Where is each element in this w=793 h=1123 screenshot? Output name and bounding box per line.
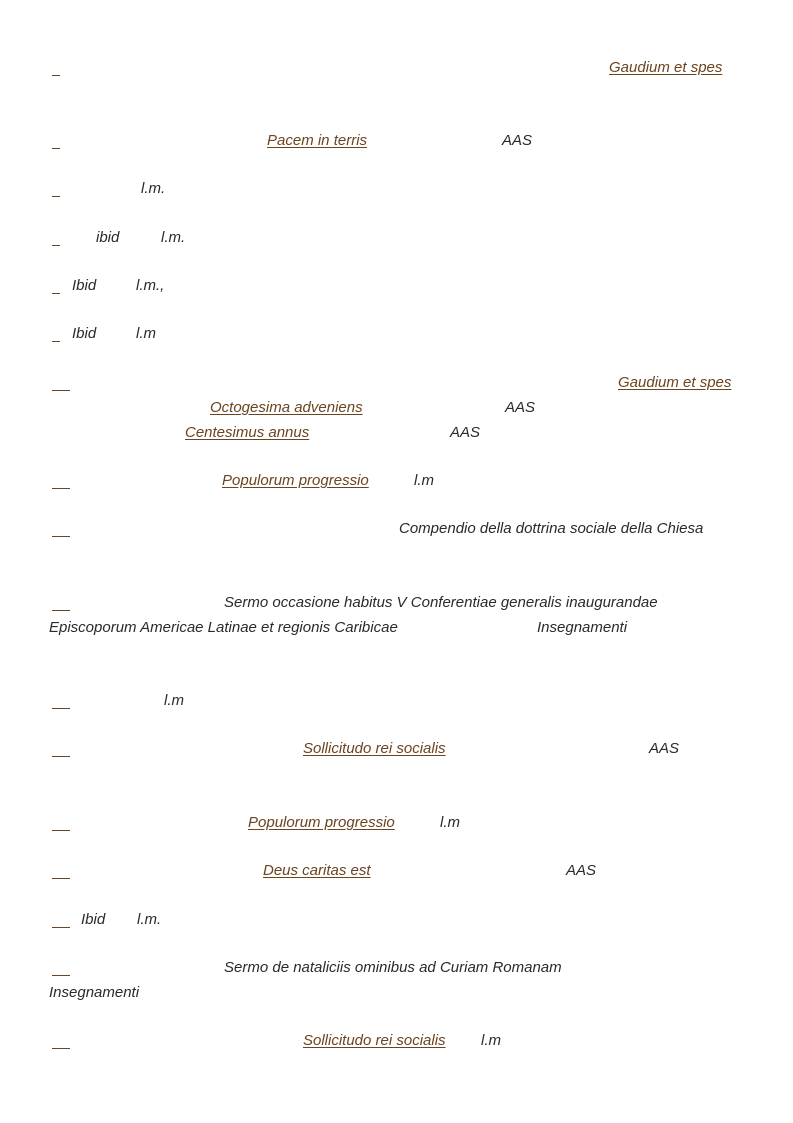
footnote-link[interactable]: Deus caritas est	[263, 862, 371, 879]
footnote-marker[interactable]	[52, 830, 70, 831]
footnote-marker[interactable]	[52, 390, 70, 391]
footnote-marker[interactable]	[52, 1048, 70, 1049]
footnote-ref: ibid	[96, 229, 120, 246]
footnote-title: Episcoporum Americae Latinae et regionis Caribicae	[49, 619, 398, 636]
footnote-marker[interactable]	[52, 536, 70, 537]
footnote-marker[interactable]	[52, 488, 70, 489]
footnote-marker[interactable]	[52, 75, 60, 76]
footnote-marker[interactable]	[52, 610, 70, 611]
footnote-link[interactable]: Populorum progressio	[222, 472, 369, 489]
footnote-title: Sermo de nataliciis ominibus ad Curiam Romanam	[224, 959, 562, 976]
footnote-ref: l.m	[440, 814, 460, 831]
footnote-marker[interactable]	[52, 196, 60, 197]
footnote-link[interactable]: Centesimus annus	[185, 424, 310, 441]
footnote-ref: l.m	[481, 1032, 501, 1049]
footnote-ref: l.m	[164, 692, 184, 709]
footnote-ref: Ibid	[72, 325, 97, 342]
footnote-title: Compendio della dottrina sociale della Chiesa	[399, 520, 704, 537]
footnote-ref: AAS	[505, 399, 536, 416]
footnote-ref: Ibid	[72, 277, 97, 294]
footnote-link[interactable]: Gaudium et spes	[609, 59, 723, 76]
footnote-marker[interactable]	[52, 341, 60, 342]
footnote-title: Sermo occasione habitus V Conferentiae generalis inaugurandae	[224, 594, 658, 611]
footnote-ref: Insegnamenti	[49, 984, 140, 1001]
footnote-ref: l.m.,	[136, 277, 165, 294]
footnote-ref: l.m.	[161, 229, 186, 246]
footnote-link[interactable]: Gaudium et spes	[618, 374, 732, 391]
footnote-ref: AAS	[566, 862, 597, 879]
footnote-marker[interactable]	[52, 878, 70, 879]
footnote-ref: l.m.	[137, 911, 162, 928]
footnote-ref: l.m.	[141, 180, 166, 197]
footnote-link[interactable]: Pacem in terris	[267, 132, 368, 149]
footnote-marker[interactable]	[52, 293, 60, 294]
footnote-ref: AAS	[502, 132, 533, 149]
footnote-ref: l.m	[136, 325, 156, 342]
footnote-ref: Ibid	[81, 911, 106, 928]
footnote-link[interactable]: Sollicitudo rei socialis	[303, 740, 446, 757]
footnote-marker[interactable]	[52, 148, 60, 149]
footnote-ref: AAS	[450, 424, 481, 441]
footnote-link[interactable]: Populorum progressio	[248, 814, 395, 831]
footnote-marker[interactable]	[52, 975, 70, 976]
footnote-marker[interactable]	[52, 756, 70, 757]
footnote-ref: AAS	[649, 740, 680, 757]
footnote-ref: Insegnamenti	[537, 619, 628, 636]
footnote-marker[interactable]	[52, 927, 70, 928]
footnote-link[interactable]: Octogesima adveniens	[210, 399, 363, 416]
footnote-marker[interactable]	[52, 708, 70, 709]
footnote-ref: l.m	[414, 472, 434, 489]
footnote-marker[interactable]	[52, 245, 60, 246]
footnote-link[interactable]: Sollicitudo rei socialis	[303, 1032, 446, 1049]
